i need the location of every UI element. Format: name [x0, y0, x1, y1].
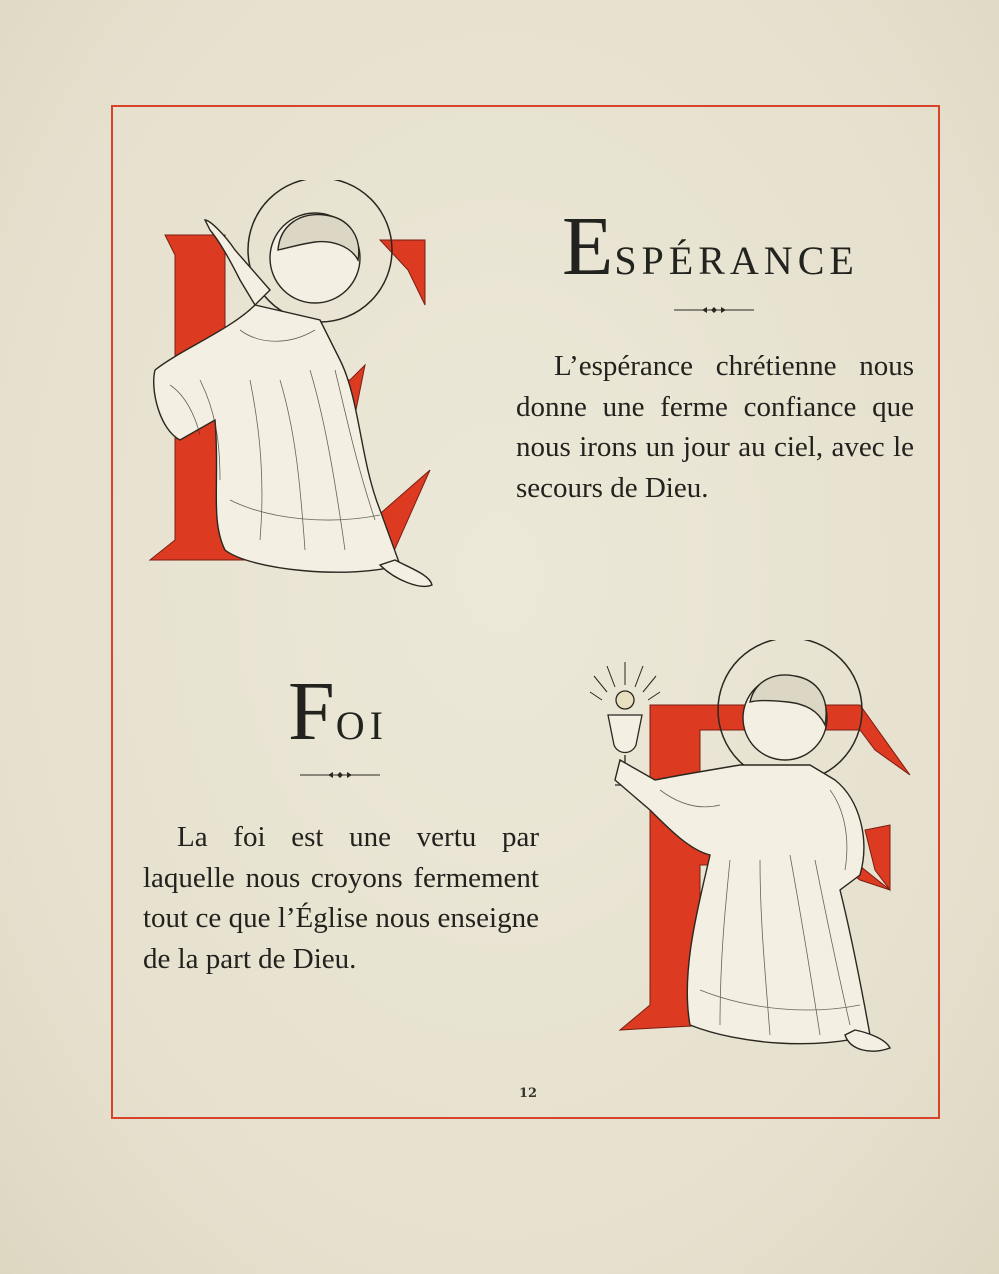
esperance-title-initial: E: [562, 200, 615, 293]
foi-title-rest: OI: [335, 703, 388, 748]
esperance-title-rest: SPÉRANCE: [614, 238, 859, 283]
illuminated-letter-e-illustration: [140, 180, 450, 600]
page-number: 12: [519, 1086, 538, 1101]
illuminated-letter-f-illustration: [560, 640, 920, 1060]
foi-ornament-divider: [300, 770, 380, 780]
esperance-ornament-divider: [674, 305, 754, 315]
foi-title: [288, 665, 388, 758]
esperance-title: [562, 200, 859, 293]
foi-title-initial: F: [288, 665, 336, 758]
esperance-paragraph: L’espérance chrétienne nous donne une ferme confiance que nous irons un jour au ciel, avec le secours de Dieu.: [516, 350, 914, 504]
foi-paragraph: La foi est une vertu par laquelle nous croyons fermement tout ce que l’Église nous enseigne de la part de Dieu.: [143, 821, 539, 975]
